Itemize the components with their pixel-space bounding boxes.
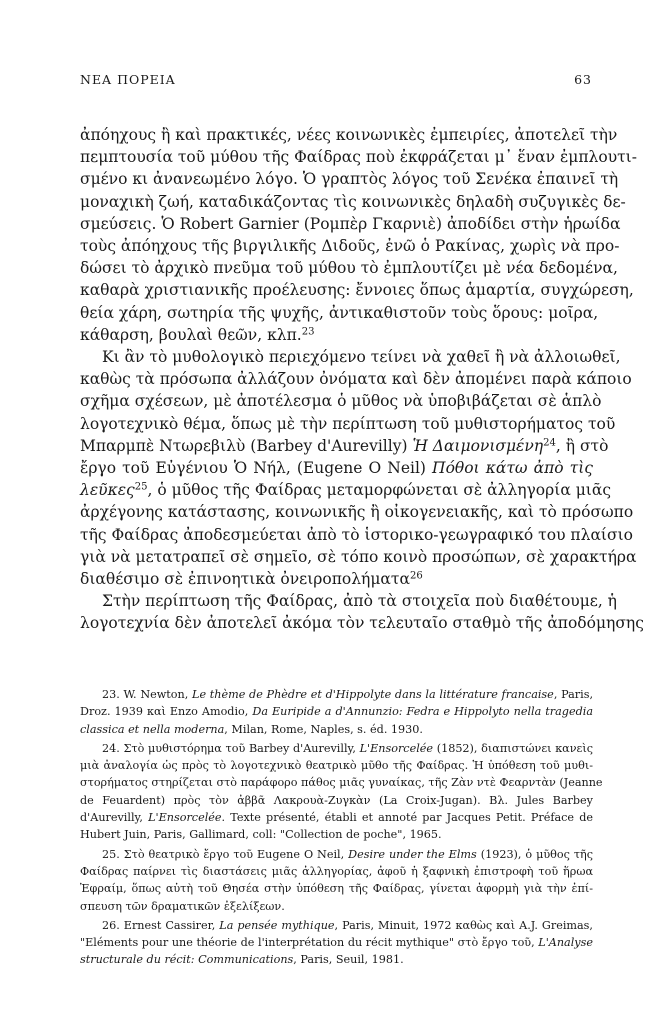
text-run: Μπαρμπὲ Ντωρεβιλὺ (Barbey d'Aurevilly) — [80, 436, 413, 455]
text-run: "Eléments pour une théorie de l'interprétation du récit mythique" στὸ ἔργο τοῦ, — [80, 936, 539, 950]
footnote-23 — [80, 686, 593, 703]
text-line: τῆς Φαίδρας ἀποδεσμεύεται ἀπὸ τὸ ἱστορικο-γεωγραφικό του πλαίσιο — [80, 525, 633, 544]
text-run: , Paris, — [553, 688, 594, 701]
footnote-line: μιὰ ἀναλογία ὡς πρὸς τὸ λογοτεχνικὸ θεατρικὸ μῦθο τῆς Φαίδρας. Ἡ ὑπόθεση τοῦ μυθι- — [80, 759, 593, 773]
text-run: ἔργο τοῦ Εὐγένιου Ὁ Νήλ, (Eugene O Neil) — [80, 459, 433, 478]
page-number: 63 — [574, 72, 592, 87]
footnote-24 — [80, 740, 593, 757]
cited-title: L'Ensorcelée — [148, 811, 222, 825]
text-line: θεία χάρη, σωτηρία τῆς ψυχῆς, ἀντικαθιστοῦν τοὺς ὅρους: μοῖρα, — [80, 303, 599, 322]
footnote-25 — [80, 846, 593, 863]
footnote-line — [80, 951, 593, 968]
cited-title: classica et nella moderna — [80, 722, 225, 736]
text-line: καθαρὰ χριστιανικῆς προέλευσης: ἔννοιες ὅπως ἁμαρτία, συγχώρεση, — [80, 281, 634, 300]
text-run: 23. W. Newton, — [102, 688, 193, 701]
text-run: (1852), διαπιστώνει κανεὶς — [433, 741, 593, 755]
footnote-line: de Feuardent) πρὸς τὸν ἀββᾶ Λακρουὰ-Ζυγκὰν (La Croix-Jugan). Βλ. Jules Barbey — [80, 793, 593, 807]
cited-title: Da Euripide a d'Annunzio: Fedra e Hippolyto nella tragedia — [252, 705, 593, 719]
text-line — [80, 435, 609, 457]
footnote-line: Hubert Juin, Paris, Gallimard, coll: "Collection de poche", 1965. — [80, 828, 442, 842]
cited-title: L'Analyse — [538, 936, 593, 950]
cited-title: structurale du récit: Communications — [80, 953, 294, 967]
footnote-line — [80, 703, 593, 720]
text-line: ἀπόηχους ἢ καὶ πρακτικές, νέες κοινωνικὲς ἐμπειρίες, ἀποτελεῖ τὴν — [80, 126, 618, 144]
footnote-ref-23: 23 — [301, 326, 315, 338]
text-line: σμεύσεις. Ὁ Robert Garnier (Ρομπὲρ Γκαρνιὲ) ἀποδίδει στὴν ἡρωίδα — [80, 214, 621, 233]
text-run: , Milan, Rome, Naples, s. éd. 1930. — [224, 722, 423, 736]
text-line: λογοτεχνία δὲν ἀποτελεῖ ἀκόμα τὸν τελευταῖο σταθμὸ τῆς ἀποδόμησης — [80, 614, 644, 633]
page-header — [80, 72, 592, 87]
running-title: ΝΕΑ ΠΟΡΕΙΑ — [80, 72, 176, 87]
text-run: 24. Στὸ μυθιστόρημα τοῦ Barbey d'Aurevilly, — [102, 741, 360, 755]
work-title: λεῦκες — [80, 481, 135, 500]
text-line: καθὼς τὰ πρόσωπα ἀλλάζουν ὀνόματα καὶ δὲν ἀπομένει παρὰ κάποιο — [80, 370, 632, 389]
text-run: Droz. 1939 καὶ Enzo Amodio, — [80, 705, 253, 719]
text-run: , Paris, Minuit, 1972 καθὼς καὶ A.J. Greimas, — [334, 918, 593, 932]
text-line — [80, 457, 593, 479]
text-line — [80, 568, 593, 590]
text-line: σμένο κι ἀνανεωμένο λόγο. Ὁ γραπτὸς λόγος τοῦ Σενέκα ἐπαινεῖ τὴ — [80, 170, 619, 189]
text-run: κάθαρση, βουλαὶ θεῶν, κλπ. — [80, 325, 302, 344]
cited-title: La pensée mythique — [219, 918, 335, 932]
cited-title: Le thème de Phèdre et d'Hippolyte dans la littérature francaise — [192, 688, 554, 701]
text-line: ἀρχέγονης κατάστασης, κοινωνικῆς ἢ οἰκογενειακῆς, καὶ τὸ πρόσωπο — [80, 503, 634, 522]
text-line: λογοτεχνικὸ θέμα, ὅπως μὲ τὴν περίπτωση τοῦ μυθιστορήματος τοῦ — [80, 414, 616, 433]
text-run: . Texte présenté, établi et annoté par Jacques Petit. Préface de — [221, 811, 593, 825]
footnote-line: στορήματος στηρίζεται στὸ παράφορο πάθος μιᾶς γυναίκας, τῆς Ζὰν ντὲ Φεαρντὰν (Jeanne — [80, 776, 603, 790]
text-line: μοναχικὴ ζωή, καταδικάζοντας τὶς κοινωνικὲς δηλαδὴ συζυγικὲς δε- — [80, 192, 626, 211]
text-line — [80, 324, 593, 346]
work-title: Πόθοι κάτω ἀπὸ τὶς — [432, 459, 593, 478]
text-run: (1923), ὁ μῦθος τῆς — [476, 847, 593, 861]
text-run: , ὁ μῦθος τῆς Φαίδρας μεταμορφώνεται σὲ ἀλληγορία μιᾶς — [147, 481, 612, 500]
work-title: Ἡ Δαιμονισμένη — [412, 436, 544, 455]
footnote-line: Ἐφραίμ, ὅπως αὐτὴ τοῦ Θησέα στὴν ὑπόθεση τῆς Φαίδρας, γίνεται ἀφορμὴ γιὰ τὴν ἐπί- — [80, 882, 593, 896]
footnote-line — [80, 721, 593, 738]
footnote-ref-24: 24 — [543, 437, 556, 449]
footnote-line: σπευση τῶν δραματικῶν ἐξελίξεων. — [80, 899, 285, 913]
footnote-ref-26: 26 — [409, 570, 423, 582]
text-line: Κι ἂν τὸ μυθολογικὸ περιεχόμενο τείνει νὰ χαθεῖ ἢ νὰ ἀλλοιωθεῖ, — [102, 348, 621, 367]
text-line: σχῆμα σχέσεων, μὲ ἀποτέλεσμα ὁ μῦθος νὰ ὑποβιβάζεται σὲ ἁπλὸ — [80, 392, 602, 411]
main-text — [80, 124, 644, 635]
text-line: Στὴν περίπτωση τῆς Φαίδρας, ἀπὸ τὰ στοιχεῖα ποὺ διαθέτουμε, ἡ — [102, 592, 617, 611]
text-line: πεμπτουσία τοῦ μύθου τῆς Φαίδρας ποὺ ἐκφράζεται μ᾽ ἕναν ἐμπλουτι- — [80, 148, 638, 167]
footnote-line: Φαίδρας παίρνει τὶς διαστάσεις μιᾶς ἀλληγορίας, ἀφοῦ ἡ ξαφνικὴ ἐπιστροφὴ τοῦ ἥρωα — [80, 864, 593, 878]
footnote-line — [80, 934, 593, 951]
footnote-ref-25: 25 — [134, 481, 148, 493]
cited-title: L'Ensorcelée — [359, 741, 434, 755]
text-run: , ἢ στὸ — [555, 436, 609, 455]
cited-title: Desire under the Elms — [348, 847, 477, 861]
footnote-line — [80, 809, 593, 826]
text-line — [80, 479, 612, 501]
text-line: δώσει τὸ ἀρχικὸ πνεῦμα τοῦ μύθου τὸ ἐμπλουτίζει μὲ νέα δεδομένα, — [80, 259, 618, 278]
text-line: τοὺς ἀπόηχους τῆς βιργιλικῆς Διδοῦς, ἐνῶ ὁ Ρακίνας, χωρὶς νὰ προ- — [80, 237, 620, 256]
text-run: 25. Στὸ θεατρικὸ ἔργο τοῦ Eugene O Neil, — [102, 847, 349, 861]
text-run: 26. Ernest Cassirer, — [102, 918, 220, 932]
footnotes — [80, 686, 603, 969]
footnote-26 — [80, 917, 593, 934]
text-run: d'Aurevilly, — [80, 811, 149, 825]
text-line: γιὰ νὰ μετατραπεῖ σὲ σημεῖο, σὲ τόπο κοινὸ προσώπων, σὲ χαρακτήρα — [80, 547, 637, 566]
text-run: , Paris, Seuil, 1981. — [293, 953, 404, 967]
text-run: διαθέσιμο σὲ ἐπινοητικὰ ὀνειροπολήματα — [80, 570, 410, 589]
